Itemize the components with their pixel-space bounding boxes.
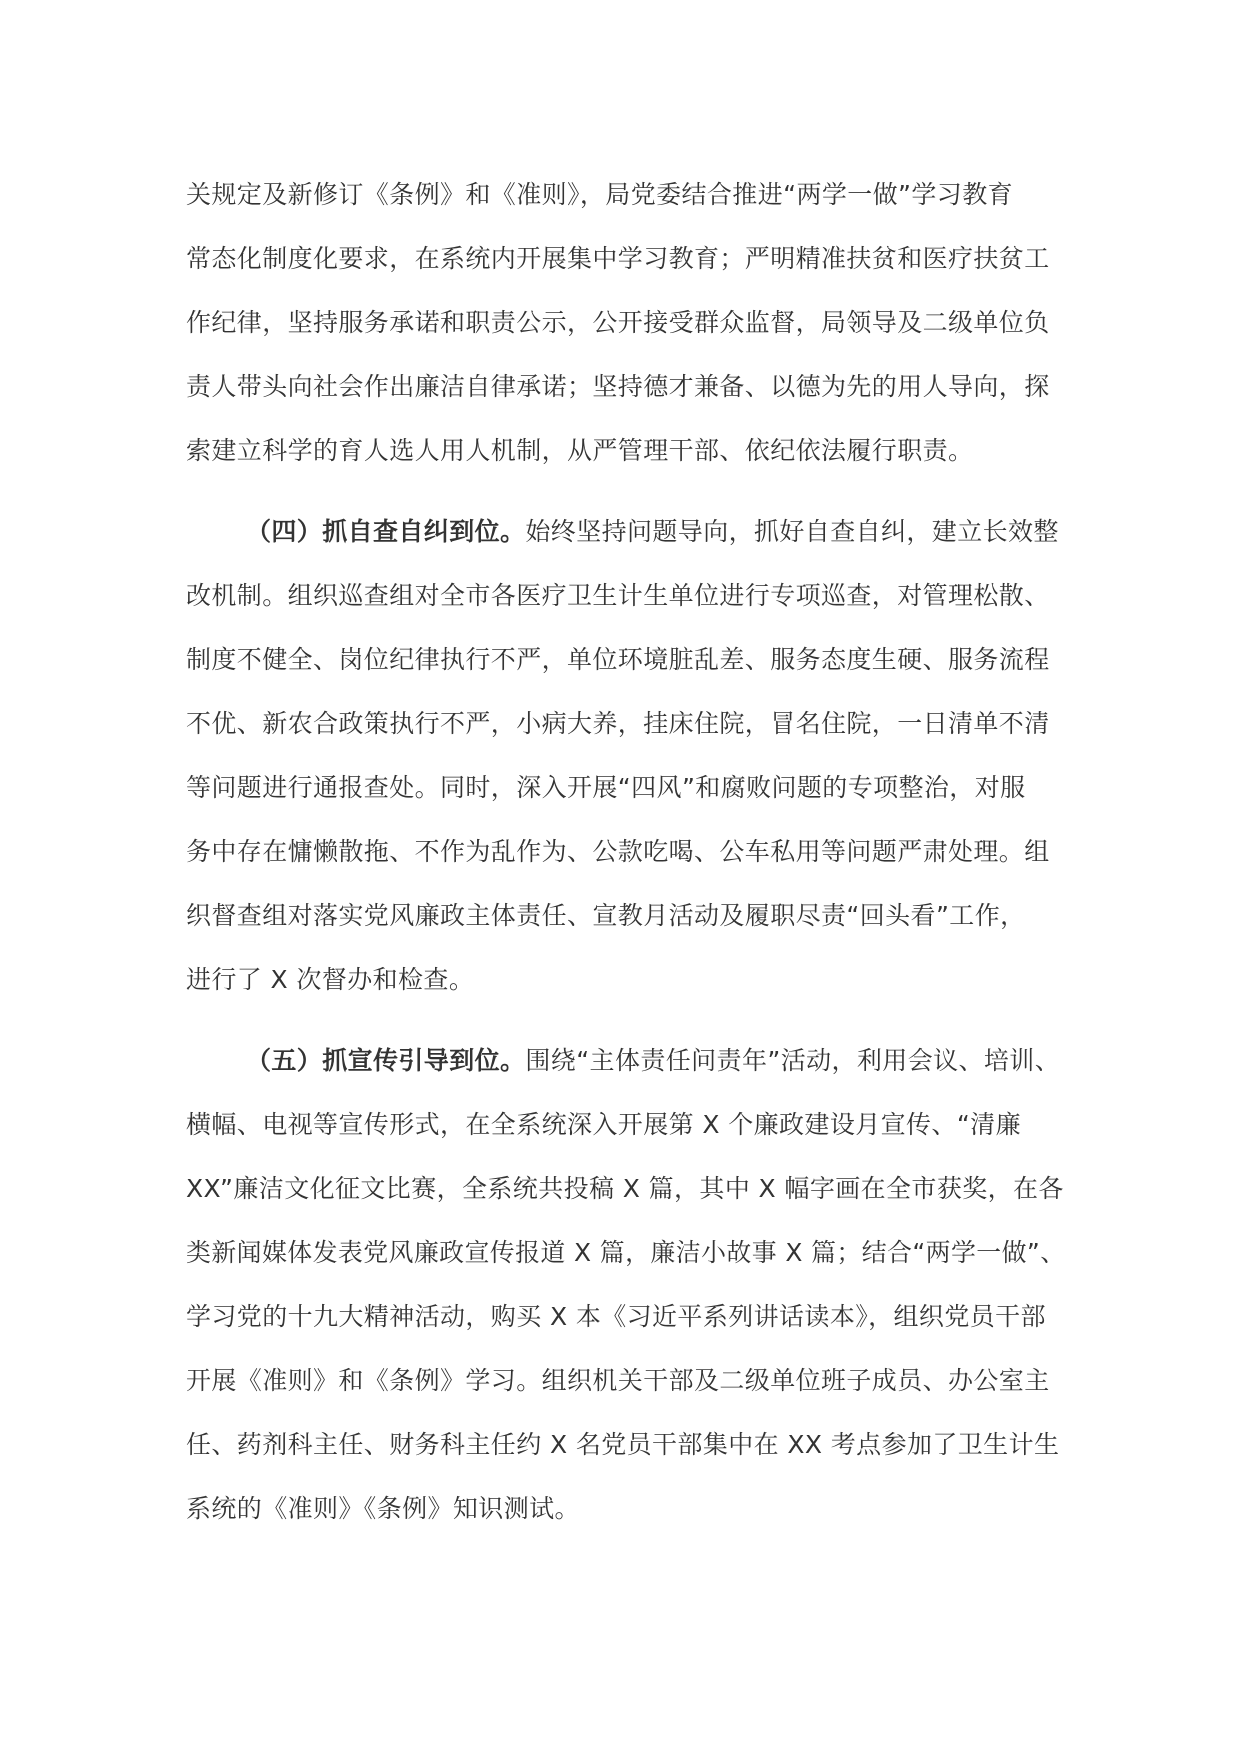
paragraph-line: 任、药剂科主任、财务科主任约 X 名党员干部集中在 XX 考点参加了卫生计生 [186, 1430, 1060, 1459]
paragraph-line: 等问题进行通报查处。同时，深入开展“四风”和腐败问题的专项整治，对服 [186, 773, 1026, 802]
paragraph-line: XX”廉洁文化征文比赛，全系统共投稿 X 篇，其中 X 幅字画在全市获奖，在各 [186, 1174, 1064, 1203]
paragraph-line: 责人带头向社会作出廉洁自律承诺；坚持德才兼备、以德为先的用人导向，探 [186, 372, 1050, 401]
paragraph-line: 务中存在慵懒散拖、不作为乱作为、公款吃喝、公车私用等问题严肃处理。组 [186, 837, 1050, 866]
section-heading: （四）抓自查自纠到位。 [246, 517, 526, 546]
section-text: 始终坚持问题导向，抓好自查自纠，建立长效整 [525, 517, 1059, 546]
section-heading: （五）抓宣传引导到位。 [246, 1046, 526, 1075]
paragraph-line: 制度不健全、岗位纪律执行不严，单位环境脏乱差、服务态度生硬、服务流程 [186, 645, 1050, 674]
paragraph-line: 开展《准则》和《条例》学习。组织机关干部及二级单位班子成员、办公室主 [186, 1366, 1050, 1395]
section-first-line [246, 1044, 1060, 1078]
paragraph-line: 学习党的十九大精神活动，购买 X 本《习近平系列讲话读本》，组织党员干部 [186, 1302, 1046, 1331]
section-first-line [246, 515, 1059, 549]
paragraph-line: 不优、新农合政策执行不严，小病大养，挂床住院，冒名住院，一日清单不清 [186, 709, 1050, 738]
section-text: 围绕“主体责任问责年”活动，利用会议、培训、 [525, 1046, 1061, 1075]
paragraph-line: 关规定及新修订《条例》和《准则》，局党委结合推进“两学一做”学习教育 [186, 180, 1014, 209]
paragraph-line: 常态化制度化要求，在系统内开展集中学习教育；严明精准扶贫和医疗扶贫工 [186, 244, 1050, 273]
paragraph-line: 进行了 X 次督办和检查。 [186, 965, 475, 994]
paragraph-line: 索建立科学的育人选人用人机制，从严管理干部、依纪依法履行职责。 [186, 436, 974, 465]
paragraph-line: 作纪律，坚持服务承诺和职责公示，公开接受群众监督，局领导及二级单位负 [186, 308, 1050, 337]
paragraph-line: 改机制。组织巡查组对全市各医疗卫生计生单位进行专项巡查，对管理松散、 [186, 581, 1050, 610]
paragraph-line: 织督查组对落实党风廉政主体责任、宣教月活动及履职尽责“回头看”工作， [186, 901, 1026, 930]
paragraph-line: 横幅、电视等宣传形式，在全系统深入开展第 X 个廉政建设月宣传、“清廉 [186, 1110, 1021, 1139]
paragraph-line: 系统的《准则》《条例》知识测试。 [186, 1494, 580, 1523]
paragraph-line: 类新闻媒体发表党风廉政宣传报道 X 篇，廉洁小故事 X 篇；结合“两学一做”、 [186, 1238, 1066, 1267]
